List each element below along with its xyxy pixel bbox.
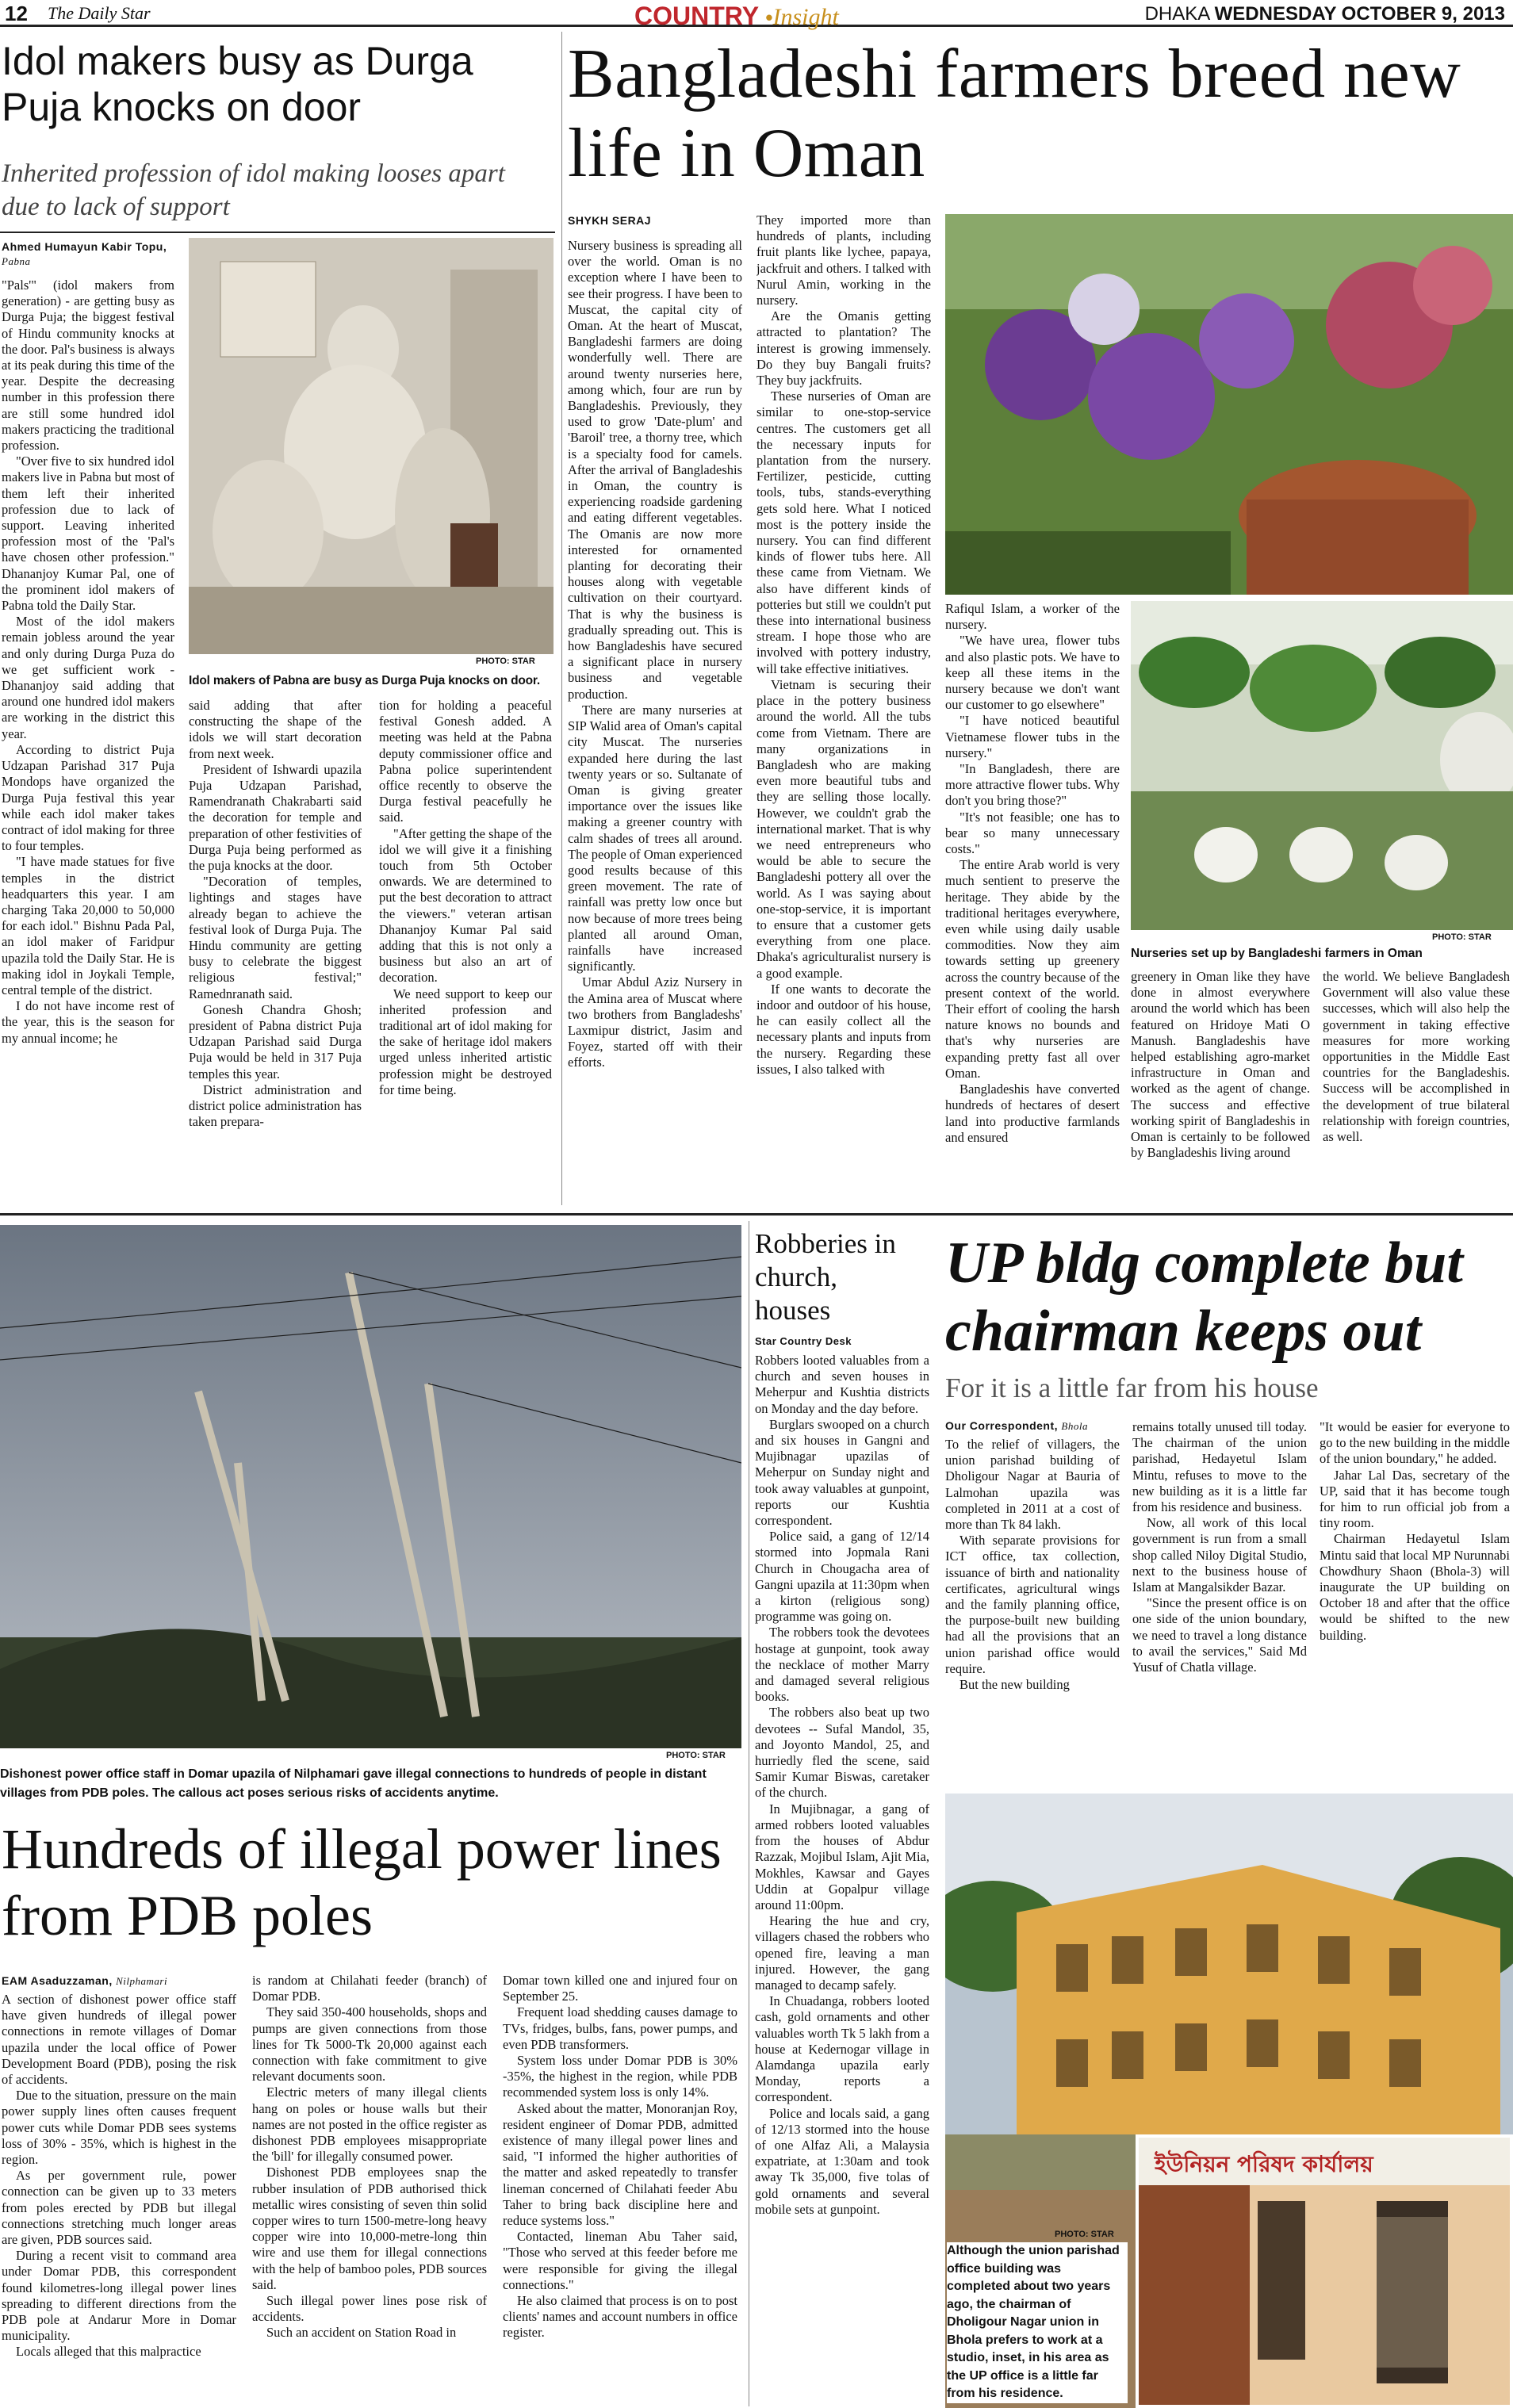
oman-photo-top <box>945 214 1513 595</box>
idol-photo-caption: Idol makers of Pabna are busy as Durga Puja knocks on door. <box>189 674 541 687</box>
power-column-3 <box>503 1973 737 2404</box>
paragraph: We need support to keep our inherited profession and traditional art of idol making for the sake of heritage idol makers urged unless inherited artistic profession might be destroyed for time being. <box>379 986 552 1097</box>
paragraph: Locals alleged that this malpractice <box>16 2344 201 2360</box>
paragraph: Jahar Lal Das, secretary of the UP, said that it has become tough for him to run official job from a tiny room. <box>1320 1467 1510 1531</box>
power-byline: EAM Asaduzzaman, Nilphamari <box>2 1974 168 1987</box>
paragraph: "In Bangladesh, there are more attractive flower tubs. Why don't you bring those?" <box>945 761 1120 809</box>
paragraph: said adding that after constructing the shape of the idols we will start decoration from next week. <box>189 698 362 761</box>
oman-headline: Bangladeshi farmers breed new life in Oman <box>568 36 1461 192</box>
updb-photo-caption: Although the union parishad office building was completed about two years ago, the chairman of Dholigour Nagar union in Bhola prefers to work at a studio, inset, in his area as the UP office is a little far from his residence. <box>947 2242 1128 2403</box>
oman-byline: SHYKH SERAJ <box>568 214 652 227</box>
paragraph: In Chuadanga, robbers looted cash, gold ornaments and other valuables worth Tk 5 lakh from a house at Kedernogar village in Alamdanga upazila early Monday, reports a correspondent. <box>755 1993 929 2105</box>
idol-column-1 <box>2 278 174 1201</box>
paragraph: According to district Puja Udzapan Parishad 317 Puja Mondops have organized the Durga Puja festival this year while each idol maker takes contract of idol making for three to four temples. <box>2 741 174 854</box>
paragraph: In Mujibnagar, a gang of armed robbers looted valuables from the houses of Abdur Razzak, Mojibul Islam, Ajit Mia, Mokhles, Kawsar and Gayes Uddin at Gopalpur village around 11:00pm. <box>755 1801 929 1912</box>
paragraph: I do not have income rest of the year, this is the season for my annual income; he <box>2 998 174 1046</box>
paragraph: "Decoration of temples, lightings and stages have already began to achieve the festival look of Durga Puja. The Hindu community are getting busy to celebrate the biggest religious festival;" Ramednranath said. <box>189 874 362 1001</box>
oman-column-2 <box>756 212 931 1201</box>
paragraph: But the new building <box>960 1677 1070 1693</box>
idol-photo <box>189 238 553 654</box>
paragraph: Contacted, lineman Abu Taher said, "Those who served at this feeder before me were responsible for giving the illegal connections." <box>503 2229 737 2292</box>
updb-headline: UP bldg complete but chairman keeps out <box>945 1231 1463 1364</box>
paragraph: With separate provisions for ICT office, tax collection, issuance of birth and nationality certificates, agricultural wings and the family planning office, the purpose-built new building had all the provisions that an union parishad office would require. <box>945 1533 1120 1676</box>
paragraph: Are the Omanis getting attracted to plantation? The interest is growing immensely. Do they buy Bangali fruits? They buy jackfruits. <box>756 308 931 389</box>
updb-subhead: For it is a little far from his house <box>945 1372 1319 1403</box>
paragraph: The robbers took the devotees hostage at gunpoint, took away the necklace of mother Marry and damaged several religious books. <box>755 1625 929 1705</box>
updb-inset-photo <box>1136 2134 1513 2408</box>
paragraph: A section of dishonest power office staff have given hundreds of illegal power connections in remote villages of Domar upazila under the local office of Power Development Board (PDB), posing the risk of accidents. <box>2 1992 236 2088</box>
idol-column-3 <box>379 698 552 1201</box>
idol-byline: Ahmed Humayun Kabir Topu, Pabna <box>2 240 167 267</box>
oman-column-5 <box>1323 969 1510 1203</box>
updb-column-2 <box>1132 1419 1307 1770</box>
paragraph: "Since the present office is on one side of the union boundary, we need to travel a long distance to avail the services," Said Md Yusuf of Chatla village. <box>1132 1595 1307 1675</box>
paragraph: These nurseries of Oman are similar to one-stop-service centres. The customers get all the necessary inputs for plantation from the nursery. Fertilizer, pesticide, cutting tools, tubs, stands-everything gets sold here. What I noticed most is the pottery inside the nursery. You can find different kinds of flower tubs here. All these came from Vietnam. We also have different kinds of potteries but still we couldn't put these into international business stream. I hope those who are involved with pottery industry, will take effective initiatives. <box>756 389 931 676</box>
paragraph: greenery in Oman like they have done in almost everywhere around the world which has been featured on Hridoye Mati O Manush. Bangladeshis have helped establishing agro-market infrastructure in Oman and worked as the agent of change. The success and effective working spirit of Bangladeshis in Oman is certainly to be followed by Bangladeshis living around <box>1131 969 1310 1161</box>
paragraph: tion for holding a peaceful festival Gonesh added. A meeting was held at the Pabna deputy commissioner office and Pabna police superintendent office recently to observe the Durga festival peacefully he said. <box>379 698 552 825</box>
paragraph: "It would be easier for everyone to go to the new building in the middle of the union boundary," he added. <box>1320 1419 1510 1467</box>
paragraph: Due to the situation, pressure on the main power supply lines often causes frequent power cuts while Domar PDB sees systems loss of 30% - 35%, which is highest in the region. <box>2 2088 236 2168</box>
paragraph: Robbers looted valuables from a church and seven houses in Meherpur and Kushtia districts on Monday and the day before. <box>755 1353 929 1416</box>
paragraph: They said 350-400 households, shops and pumps are given connections from those lines for Tk 5000-Tk 20,000 against each connection with fake commitment to give relevant documents soon. <box>252 2004 487 2085</box>
paragraph: To the relief of villagers, the union parishad building of Dholigour Nagar at Bauria of Lalmohan upazila was completed in 2011 at a cost of more than Tk 84 lakh. <box>945 1437 1120 1533</box>
oman-column-3 <box>945 601 1120 1201</box>
paragraph: Most of the idol makers remain jobless around the year and only during Durga Puza do we get sufficient work - Dhananjoy said adding that around one hundred idol makers are working in the district this year. <box>2 614 174 741</box>
paragraph: remains totally unused till today. The chairman of the union parishad, Hedayetul Islam Mintu, refuses to move to the new building as it is a little far from his residence and business. <box>1132 1419 1307 1515</box>
paragraph: "Over five to six hundred idol makers live in Pabna but most of them left their inherited profession due to lack of support. Leaving inherited profession most of the 'Pal's have chosen other profession." Dhananjoy Kumar Pal, one of the prominent idol makers of Pabna told the Daily Star. <box>2 454 174 614</box>
paragraph: "We have urea, flower tubs and also plastic pots. We have to keep all these items in the nursery because we don't want our customer to go elsewhere" <box>945 633 1120 713</box>
paragraph: During a recent visit to command area under Domar PDB, this correspondent found kilometres-long illegal power lines spreading to different directions from the PDB pole at Andarur More in Domar municipality. <box>2 2248 236 2344</box>
power-photo-credit: PHOTO: STAR <box>666 1751 726 1760</box>
paragraph: Frequent load shedding causes damage to TVs, fridges, bulbs, fans, power pumps, and even PDB transformers. <box>503 2004 737 2052</box>
updb-photo-credit: PHOTO: STAR <box>1055 2230 1114 2239</box>
paragraph: Chairman Hedayetul Islam Mintu said that local MP Nurunnabi Chowdhury Shaon (Bhola-3) will inaugurate the UP building on October 18 and after that the office would be shifted to the new building. <box>1320 1531 1510 1643</box>
paragraph: There are many nurseries at SIP Walid area of Oman's capital city Muscat. The nurseries expanded here during the last twenty years or so. Sultanate of Oman is giving greater importance over the issues like making a greener country with calm shades of trees all around. The people of Oman experienced good results because of this green movement. The rate of rainfall was pretty low once but now because of more trees being planted all around Oman, rainfalls have increased significantly. <box>568 702 742 974</box>
paragraph: "It's not feasible; one has to bear so many unnecessary costs." <box>945 809 1120 857</box>
paragraph: Police and locals said, a gang of 12/13 stormed into the house of one Alfaz Ali, a Malaysia expatriate, at 1:30am and took away Tk 35,000, five tolas of gold ornaments and several mobile sets at gunpoint. <box>755 2105 929 2217</box>
paragraph: Umar Abdul Aziz Nursery in the Amina area of Muscat where two brothers from Bangladeshs' Laxmipur district, Jasim and Foyez, started off with their efforts. <box>568 974 742 1070</box>
paragraph: the world. We believe Bangladesh Government will also value these successes, which will also help the government in taking effective measures for more working opportunities in the Middle East countries for the Bangladeshis. Success will be accomplished in the development of true bilateral relationship with foreign countries, as well. <box>1323 969 1510 1145</box>
paragraph: Hearing the hue and cry, villagers chased the robbers who opened fire, leaving a man injured. However, the gang managed to decamp safely. <box>755 1913 929 1993</box>
paragraph: He also claimed that process is on to post clients' names and account numbers in office register. <box>503 2293 737 2341</box>
power-column-2 <box>252 1973 487 2404</box>
paragraph: Vietnam is securing their place in the pottery business around the world. All the tubs come from Vietnam. There are many organizations in Bangladesh who are making even more beautiful tubs and they are selling those locally. However, we couldn't grab the international market. That is why we need entrepreneurs who would be able to secure the Bangladeshi pottery all over the world. As I was saying about one-stop-service, it is important to ensure that a customer gets everything from one place. Dhaka's agriculturalist nursery is a good example. <box>756 676 931 981</box>
paragraph: The entire Arab world is very much sentient to preserve the heritage. They abide by the traditional heritages everywhere, even while using daily usable commodities. Now they aim towards setting up greenery across the country because of the present context of the world. Their effort of cooling the harsh nature knows no bounds and that's why nurseries are expanding pretty fast all over Oman. <box>945 857 1120 1081</box>
updb-column-3 <box>1320 1419 1510 1770</box>
oman-column-4 <box>1131 969 1310 1203</box>
paragraph: If one wants to decorate the indoor and outdoor of his house, he can easily collect all the necessary plants and inputs from the nursery. Regarding these issues, I also talked with <box>756 981 931 1077</box>
oman-column-1 <box>568 238 742 1201</box>
paragraph: Domar town killed one and injured four on September 25. <box>503 1973 737 2004</box>
paragraph: President of Ishwardi upazila Puja Udzapan Parishad, Ramendranath Chakrabarti said the decoration for temple and preparation of other festivities of Durga Puja being performed as the puja knocks at the door. <box>189 761 362 874</box>
idol-photo-credit: PHOTO: STAR <box>476 657 535 666</box>
paragraph: Such illegal power lines pose risk of accidents. <box>252 2293 487 2325</box>
paragraph: System loss under Domar PDB is 30% -35%, the highest in the region, while PDB recommended system loss is only 14%. <box>503 2053 737 2100</box>
oman-photo-nursery <box>1131 601 1513 930</box>
idol-statue-image <box>189 238 553 654</box>
idol-subhead: Inherited profession of idol making looses apart due to lack of support <box>2 159 505 221</box>
oman-photo-caption: Nurseries set up by Bangladeshi farmers in Oman <box>1131 947 1423 960</box>
page-number: 12 <box>5 2 28 25</box>
idol-headline: Idol makers busy as Durga Puja knocks on door <box>2 39 473 129</box>
inset-sign-text: ইউনিয়ন পরিষদ কার্যালয় <box>1155 2151 1373 2177</box>
paragraph: Such an accident on Station Road in <box>266 2325 457 2341</box>
paragraph: Bangladeshis have converted hundreds of hectares of desert land into productive farmlands and ensured <box>945 1081 1120 1145</box>
paragraph: "After getting the shape of the idol we will give it a finishing touch from 5th October onwards. We are determined to put the best decoration to attract the viewers." veteran artisan Dhananjoy Kumar Pal said adding that this is not only a business but also an art of decoration. <box>379 825 552 986</box>
paragraph: Rafiqul Islam, a worker of the nursery. <box>945 601 1120 633</box>
power-column-1 <box>2 1992 236 2404</box>
paragraph: "Pals'" (idol makers from generation) - are getting busy as Durga Puja; the biggest festival of Hindu community knocks at the door. Pal's business is always at its peak during this time of the year. Despite the decreasing number in this profession there are still some hundred idol makers practicing the traditional profession. <box>2 278 174 454</box>
robbery-byline: Star Country Desk <box>755 1335 852 1347</box>
paragraph: District administration and district police administration has taken prepara- <box>189 1081 362 1130</box>
paragraph: Asked about the matter, Monoranjan Roy, resident engineer of Domar PDB, admitted existence of many illegal power lines and said, "I informed the higher authorities of the matter and asked repeatedly to transfer lineman concerned of Chilahati feeder Abu Taher to bring back discipline here and reduce systems loss." <box>503 2100 737 2229</box>
robbery-column <box>755 1353 929 2407</box>
page-header <box>0 0 1513 30</box>
paragraph: Nursery business is spreading all over the world. Oman is no exception where I have been to see their progress. I have been to Muscat, the capital city of Oman. At the heart of Muscat, Bangladeshi farmers are doing wonderfully well. There are around twenty nurseries here, among which, four are run by Bangladeshis. Previously, they used to grow 'Date-plum' and 'Baroil' tree, a thorny tree, which is a specialty food for camels. After the arrival of Bangladeshis in Oman, the country is experiencing roadside gardening and eating different vegetables. The Omanis are now more interested for ornamented planting for decorating their houses along with vegetable cultivation on their courtyard. That is why the business is gradually spreading out. This is how Bangladeshis have secured a significant place in nursery business and vegetable production. <box>568 238 742 702</box>
paragraph: is random at Chilahati feeder (branch) of Domar PDB. <box>252 1973 487 2004</box>
paragraph: "I have made statues for five temples in the district headquarters this year. I am charging Taka 20,000 to 50,000 for each idol." Bishnu Pada Pal, an idol maker of Faridpur upazila told the Daily Star. He is making idol in Joykali Temple, central temple of the district. <box>2 854 174 997</box>
masthead-logo: The Daily Star <box>48 3 151 23</box>
section-title: COUNTRY •Insight <box>634 2 839 30</box>
paragraph: Electric meters of many illegal clients hang on poles or house walls but their names are not posted in the office register as dishonest PDB employees misappropriate the 'bill' for illegally consumed power. <box>252 2085 487 2165</box>
paragraph: Dishonest PDB employees snap the rubber insulation of PDB authorised thick metallic wires consisting of seven thin solid copper wires to turn 1500-metre-long heavy copper wire into 10,000-metre-long thin wire and use them for illegal connections with the help of bamboo poles, PDB sources said. <box>252 2165 487 2292</box>
column-rule <box>561 32 562 1205</box>
power-headline: Hundreds of illegal power lines from PDB poles <box>2 1817 722 1947</box>
paragraph: Burglars swooped on a church and six houses in Gangni and Mujibnagar upazilas of Meherpur on Sunday night and took away valuables at gunpoint, reports our Kushtia correspondent. <box>755 1416 929 1529</box>
issue-date: DHAKA WEDNESDAY OCTOBER 9, 2013 <box>1144 3 1505 25</box>
oman-photo-credit: PHOTO: STAR <box>1432 932 1492 942</box>
updb-column-1 <box>945 1437 1120 1770</box>
section-divider <box>0 1213 1513 1215</box>
paragraph: They imported more than hundreds of plants, including fruit plants like lychee, papaya, jackfruit and others. I talked with Nurul Amin, working in the nursery. <box>756 212 931 308</box>
paragraph: Police said, a gang of 12/14 stormed into Jopmala Rani Church in Chougacha area of Gangni upazila at 11:30pm when a kirton (religious song) programme was going on. <box>755 1529 929 1625</box>
divider <box>0 232 555 233</box>
paragraph: Gonesh Chandra Ghosh; president of Pabna district Puja Udzapan Parishad said Durga Puja would be held in 317 Puja temples this year. <box>189 1001 362 1081</box>
power-lines-photo <box>0 1225 741 1748</box>
paragraph: As per government rule, power connection can be given up to 33 meters from poles erected by PDB but illegal connections stretching much longer areas are given, PDB sources said. <box>2 2168 236 2248</box>
idol-column-2 <box>189 698 362 1201</box>
power-photo-caption: Dishonest power office staff in Domar upazila of Nilphamari gave illegal connections to hundreds of people in distant villages from PDB poles. The callous act poses serious risks of accidents anytime. <box>0 1767 707 1800</box>
paragraph: "I have noticed beautiful Vietnamese flower tubs in the nursery." <box>945 713 1120 760</box>
paragraph: The robbers also beat up two devotees -- Sufal Mandol, 35, and Joyonto Mandol, 25, and hurriedly fled the scene, said Samir Kumar Biswas, caretaker of the church. <box>755 1705 929 1801</box>
updb-byline: Our Correspondent, Bhola <box>945 1419 1088 1432</box>
robbery-headline: Robberies in church, houses <box>755 1228 896 1326</box>
paragraph: Now, all work of this local government is run from a small shop called Niloy Digital Studio, next to the business house of Islam at Mangalsikder Bazar. <box>1132 1515 1307 1595</box>
